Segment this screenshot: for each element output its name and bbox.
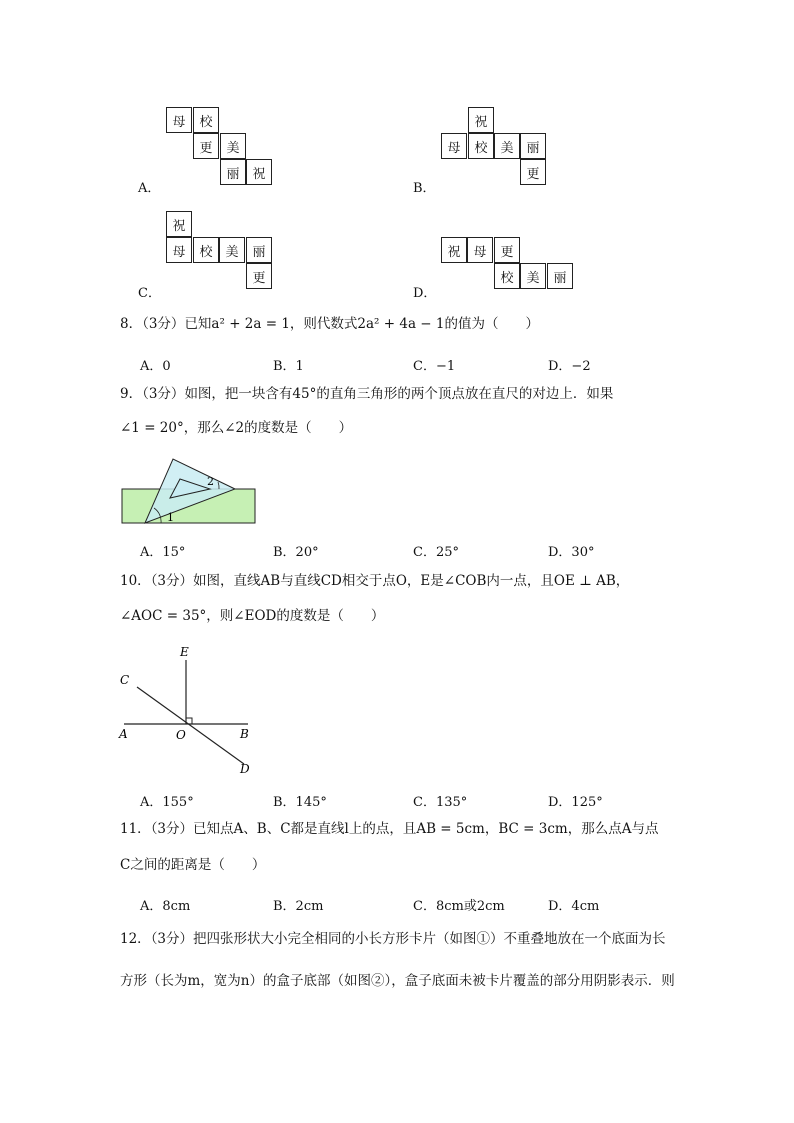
- option-a[interactable]: A．155°: [140, 795, 194, 810]
- net-cell: 美: [220, 133, 246, 159]
- option-label: D．: [413, 286, 437, 301]
- net-cell: 更: [520, 159, 546, 185]
- point-d-label: D: [240, 762, 250, 776]
- question-score: （3分）: [150, 931, 194, 947]
- net-cell: 校: [193, 107, 219, 133]
- option-c[interactable]: C．−1: [413, 359, 456, 374]
- option-d[interactable]: D．−2: [548, 359, 591, 374]
- question-number: 11．: [120, 821, 151, 837]
- option-b[interactable]: B．20°: [273, 545, 319, 560]
- question-10: [120, 571, 629, 591]
- question-number: 8．: [120, 316, 143, 332]
- question-score: （3分）: [150, 821, 194, 837]
- question-score: （3分）: [150, 573, 194, 589]
- question-number: 10．: [120, 573, 151, 589]
- angle-1-label: 1: [167, 511, 174, 524]
- net-cell: 祝: [246, 159, 272, 185]
- option-d[interactable]: D．4cm: [548, 899, 600, 914]
- net-cell: 丽: [547, 263, 573, 289]
- option-d[interactable]: D．30°: [548, 545, 595, 560]
- net-cell: 丽: [220, 159, 246, 185]
- question-score: （3分）: [142, 316, 185, 332]
- option-b[interactable]: B．1: [273, 359, 304, 374]
- option-a[interactable]: A．8cm: [140, 899, 191, 914]
- question-number: 12．: [120, 931, 151, 947]
- question-9-line2: ∠1 = 20°，那么∠2的度数是（ ）: [120, 420, 353, 436]
- option-b[interactable]: B．2cm: [273, 899, 324, 914]
- option-c[interactable]: C．25°: [413, 545, 459, 560]
- point-e-label: E: [180, 645, 189, 659]
- option-d[interactable]: D．125°: [548, 795, 603, 810]
- option-c[interactable]: C．8cm或2cm: [413, 899, 505, 914]
- net-cell: 母: [467, 237, 493, 263]
- net-cell: 美: [520, 263, 546, 289]
- line-cd: [137, 687, 244, 764]
- question-number: 9．: [120, 386, 143, 402]
- option-c[interactable]: C．135°: [413, 795, 468, 810]
- angle-2-label: 2: [207, 475, 214, 488]
- option-label: B．: [413, 181, 436, 196]
- net-cell: 校: [468, 133, 494, 159]
- option-a[interactable]: A．15°: [140, 545, 186, 560]
- net-cell: 美: [494, 133, 520, 159]
- net-cell: 校: [193, 237, 219, 263]
- question-9: [120, 384, 613, 404]
- net-cell: 祝: [166, 211, 192, 237]
- question-8: [120, 314, 539, 334]
- question-12-line2: 方形（长为m，宽为n）的盒子底部（如图②），盒子底面未被卡片覆盖的部分用阴影表示．则: [120, 973, 675, 989]
- net-cell: 美: [219, 237, 245, 263]
- net-cell: 更: [246, 263, 272, 289]
- net-cell: 丽: [520, 133, 546, 159]
- point-a-label: A: [119, 727, 128, 741]
- point-c-label: C: [120, 673, 130, 687]
- option-a[interactable]: A．0: [140, 359, 171, 374]
- question-text: 如图，把一块含有45°的直角三角形的两个顶点放在直尺的对边上．如果: [184, 386, 614, 402]
- point-o-label: O: [176, 728, 186, 742]
- net-cell: 祝: [468, 107, 494, 133]
- question-text: 如图，直线AB与直线CD相交于点O，E是∠COB内一点，且OE ⊥ AB，: [193, 573, 630, 589]
- net-cell: 母: [441, 133, 467, 159]
- option-b[interactable]: B．145°: [273, 795, 327, 810]
- question-text: 把四张形状大小完全相同的小长方形卡片（如图①）不重叠地放在一个底面为长: [193, 931, 666, 947]
- net-cell: 丽: [246, 237, 272, 263]
- question-11-line2: C之间的距离是（ ）: [120, 857, 266, 873]
- question-10-line2: ∠AOC = 35°，则∠EOD的度数是（ ）: [120, 608, 385, 624]
- net-cell: 更: [193, 133, 219, 159]
- question-text: 已知a² + 2a = 1，则代数式2a² + 4a − 1的值为（ ）: [184, 316, 539, 332]
- q9-figure: [115, 455, 265, 530]
- net-cell: 祝: [441, 237, 467, 263]
- question-score: （3分）: [142, 386, 185, 402]
- question-11: [120, 819, 658, 839]
- net-cell: 母: [166, 107, 192, 133]
- question-12: [120, 929, 666, 949]
- net-cell: 更: [494, 237, 520, 263]
- point-b-label: B: [240, 727, 249, 741]
- option-label: A．: [138, 181, 161, 196]
- option-label: C．: [138, 286, 161, 301]
- q10-figure: [112, 640, 272, 780]
- net-cell: 母: [166, 237, 192, 263]
- net-cell: 校: [494, 263, 520, 289]
- question-text: 已知点A、B、C都是直线l上的点，且AB = 5cm，BC = 3cm，那么点A与点: [193, 821, 659, 837]
